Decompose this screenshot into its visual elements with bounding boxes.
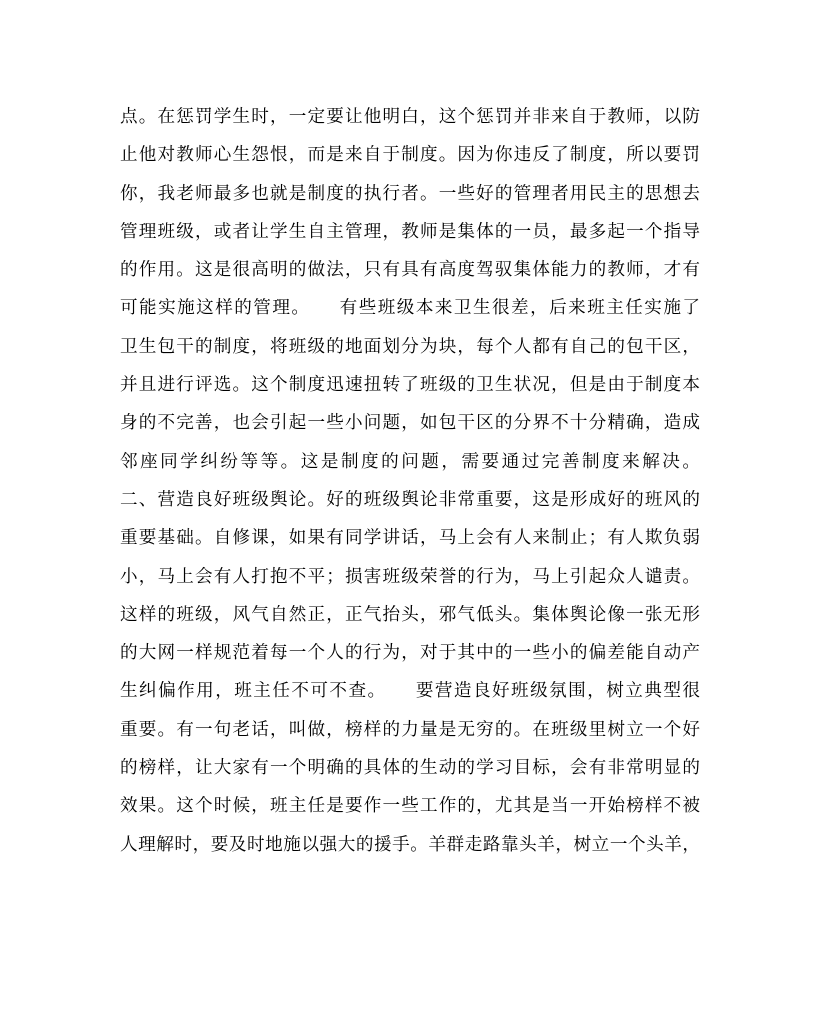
text-line: 点。在惩罚学生时，一定要让他明白，这个惩罚并非来自于教师，以防: [120, 107, 700, 127]
text-line: 的大网一样规范着每一个人的行为，对于其中的一些小的偏差能自动产: [120, 643, 700, 664]
text-line: 止他对教师心生怨恨，而是来自于制度。因为你违反了制度，所以要罚: [120, 145, 700, 166]
text-line: 人理解时，要及时地施以强大的援手。羊群走路靠头羊，树立一个头羊，: [120, 834, 700, 855]
body-text: [120, 98, 700, 864]
text-line: 重要。有一句老话，叫做，榜样的力量是无穷的。在班级里树立一个好: [120, 719, 700, 740]
text-line: 的榜样，让大家有一个明确的具体的生动的学习目标，会有非常明显的: [120, 758, 700, 779]
text-line: 卫生包干的制度，将班级的地面划分为块，每个人都有自己的包干区，: [120, 336, 700, 357]
text-line: 二、营造良好班级舆论。好的班级舆论非常重要，这是形成好的班风的: [120, 489, 700, 510]
text-line: 并且进行评选。这个制度迅速扭转了班级的卫生状况，但是由于制度本: [120, 375, 700, 396]
text-line: 的作用。这是很高明的做法，只有具有高度驾驭集体能力的教师，才有: [120, 260, 700, 281]
text-line: 这样的班级，风气自然正，正气抬头，邪气低头。集体舆论像一张无形: [120, 604, 700, 625]
text-line: 你，我老师最多也就是制度的执行者。一些好的管理者用民主的思想去: [120, 183, 700, 204]
text-line: 可能实施这样的管理。 有些班级本来卫生很差，后来班主任实施了: [120, 298, 700, 319]
text-line: 身的不完善，也会引起一些小问题，如包干区的分界不十分精确，造成: [120, 413, 700, 434]
text-line: 重要基础。自修课，如果有同学讲话，马上会有人来制止；有人欺负弱: [120, 528, 700, 549]
text-line: 小，马上会有人打抱不平；损害班级荣誉的行为，马上引起众人谴责。: [120, 566, 700, 587]
text-line: 效果。这个时候，班主任是要作一些工作的，尤其是当一开始榜样不被: [120, 796, 700, 817]
text-line: 生纠偏作用，班主任不可不查。 要营造良好班级氛围，树立典型很: [120, 681, 700, 702]
text-line: 管理班级，或者让学生自主管理，教师是集体的一员，最多起一个指导: [120, 221, 700, 242]
text-line: 邻座同学纠纷等等。这是制度的问题，需要通过完善制度来解决。: [120, 451, 700, 472]
